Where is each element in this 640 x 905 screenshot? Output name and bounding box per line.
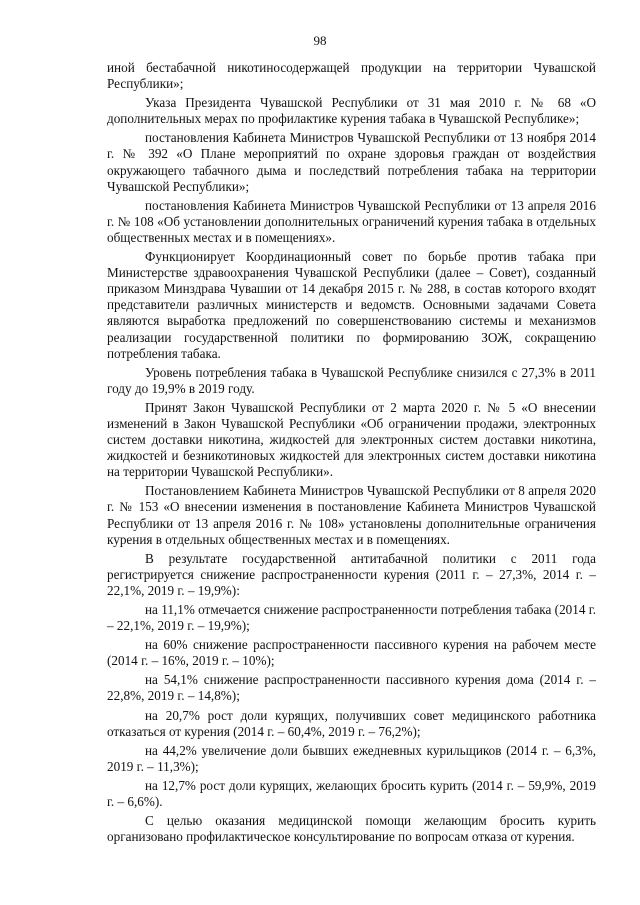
- paragraph: постановления Кабинета Министров Чувашской Республики от 13 апреля 2016 г. № 108 «Об установлении дополнительных ограничений курения табака в отдельных общественных местах и в помещениях».: [107, 197, 596, 245]
- list-item: на 20,7% рост доли курящих, получивших совет медицинского работника отказаться от курения (2014 г. – 60,4%, 2019 г. – 76,2%);: [107, 707, 596, 739]
- paragraph: иной бестабачной никотиносодержащей продукции на территории Чувашской Республики»;: [107, 60, 596, 92]
- list-item: на 12,7% рост доли курящих, желающих бросить курить (2014 г. – 59,9%, 2019 г. – 6,6%).: [107, 777, 596, 810]
- paragraph: С целью оказания медицинской помощи желающим бросить курить организовано профилактическое консультирование по вопросам отказа от курения.: [107, 813, 596, 845]
- paragraph: В результате государственной антитабачной политики с 2011 года регистрируется снижение распространенности курения (2011 г. – 27,3%, 2014 г. – 22,1%, 2019 г. – 19,9%):: [107, 550, 596, 598]
- list-item: на 11,1% отмечается снижение распространенности потребления табака (2014 г. – 22,1%, 2019 г. – 19,9%);: [107, 602, 596, 634]
- list-item: на 44,2% увеличение доли бывших ежедневных курильщиков (2014 г. – 6,3%, 2019 г. – 11,3%);: [107, 742, 596, 774]
- paragraph: Указа Президента Чувашской Республики от 31 мая 2010 г. № 68 «О дополнительных мерах по профилактике курения табака в Чувашской Республике»;: [107, 95, 596, 127]
- paragraph: Уровень потребления табака в Чувашской Республике снизился с 27,3% в 2011 году до 19,9% в 2019 году.: [107, 364, 596, 396]
- list-item: на 54,1% снижение распространенности пассивного курения дома (2014 г. – 22,8%, 2019 г. – 14,8%);: [107, 672, 596, 704]
- paragraph: Принят Закон Чувашской Республики от 2 марта 2020 г. № 5 «О внесении изменений в Закон Чувашской Республики «Об ограничении продажи, электронных систем доставки никотина, жидкостей для электронных систем доставки никотина, жидкостей и безникотиновых жидкостей для электронных систем доставки никотина на территории Чувашской Республики».: [107, 399, 596, 480]
- list-item: на 60% снижение распространенности пассивного курения на рабочем месте (2014 г. – 16%, 2019 г. – 10%);: [107, 637, 596, 669]
- document-body: [107, 60, 596, 848]
- paragraph: Функционирует Координационный совет по борьбе против табака при Министерстве здравоохранения Чувашской Республики (далее – Совет), созданный приказом Минздрава Чувашии от 14 декабря 2015 г. № 288, в состав которого входят представители различных министерств и ведомств. Основными задачами Совета являются выработка предложений по совершенствованию системы и механизмов реализации государственной политики по формированию ЗОЖ, сокращению потребления табака.: [107, 249, 596, 361]
- paragraph: Постановлением Кабинета Министров Чувашской Республики от 8 апреля 2020 г. № 153 «О внесении изменения в постановление Кабинета Министров Чувашской Республики от 13 апреля 2016 г. № 108» установлены дополнительные ограничения курения в отдельных общественных местах и в помещениях.: [107, 483, 596, 547]
- page-number: 98: [313, 33, 327, 48]
- paragraph: постановления Кабинета Министров Чувашской Республики от 13 ноября 2014 г. № 392 «О Плане мероприятий по охране здоровья граждан от воздействия окружающего табачного дыма и последствий потребления табака на территории Чувашской Республики»;: [107, 130, 596, 194]
